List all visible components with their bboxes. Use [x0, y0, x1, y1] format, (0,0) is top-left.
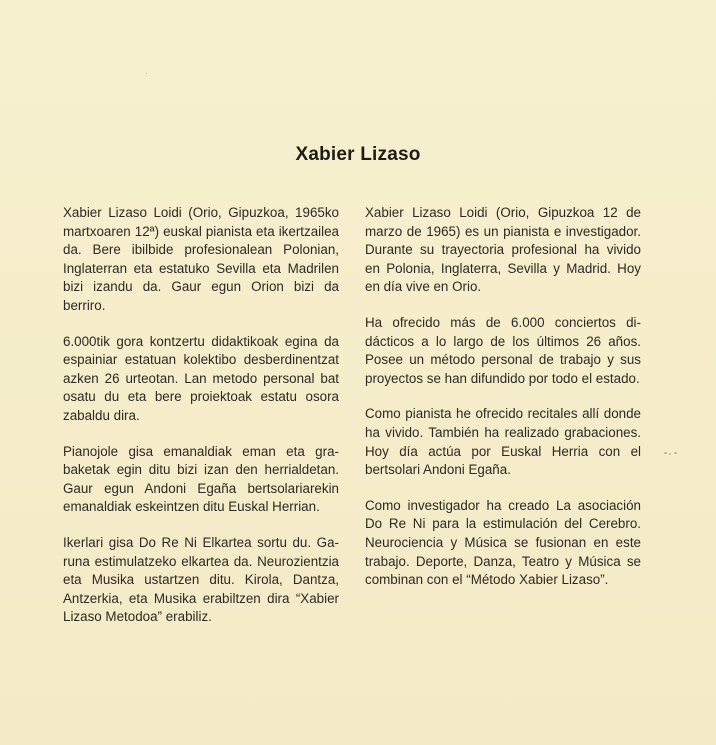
paper-speck — [664, 452, 667, 454]
spanish-paragraph-1: Xabier Lizaso Loidi (Orio, Gipuzkoa 12 de marzo de 1965) es un pianista e investigador. Durante su trayectoria profesional ha vivido en Polonia, Inglaterra, Sevilla y Madrid. Hoy en día vive en Orio. — [365, 205, 641, 295]
page-title: Xabier Lizaso — [295, 144, 421, 165]
basque-paragraph-4: Ikerlari gisa Do Re Ni Elkartea sortu du. Garuna estimulatzeko elkartea da. Neurozientzia eta Musika ustartzen ditu. Kirola, Dantza, Antzerkia, eta Musika erabiltzen dira “Xabier Lizaso Metodoa” erabiliz. — [63, 534, 339, 625]
spanish-paragraph-2: Ha ofrecido más de 6.000 conciertos didácticos a lo largo de los últimos 26 años. Posee un método personal de trabajo y sus proyectos se han difundido por todo el estado. — [365, 314, 641, 386]
basque-paragraph-2: 6.000tik gora kontzertu didaktikoak egina da espainiar estatuan kolektibo desberdinentzat azken 26 urteotan. Lan metodo personal bat osatu du eta bere proiektoak estatu osora zabaldu dira. — [63, 333, 339, 423]
paper-speck — [669, 453, 671, 455]
spanish-paragraph-3: Como pianista he ofrecido recitales allí donde ha vivido. También ha realizado grabaciones. Hoy día actúa por Euskal Herria con el bertsolari Andoni Egaña. — [365, 406, 641, 478]
paper-speck — [674, 452, 677, 454]
basque-paragraph-1: Xabier Lizaso Loidi (Orio, Gipuzkoa, 1965ko martxoaren 12ª) euskal pianista eta ikertzailea da. Bere ibilbide profesionalean Polonian, Inglaterran eta estatuko Sevilla eta Madrilen bizi izandu da. Gaur egun Orion bizi da berriro. — [63, 205, 339, 313]
basque-text-column — [63, 204, 339, 644]
basque-paragraph-3: Pianojole gisa emanaldiak eman eta grabaketak egin ditu bizi izan den herrialdetan. Gaur egun Andoni Egaña bertsolariarekin emanaldiak eskeintzen ditu Euskal Herrian. — [63, 443, 339, 515]
spanish-text-column — [365, 204, 641, 607]
spanish-paragraph-4: Como investigador ha creado La asociación Do Re Ni para la estimulación del Cerebro. Neurociencia y Música se fusionan en este trabajo. Deporte, Danza, Teatro y Música se combinan con el “Método Xabier Lizaso”. — [365, 497, 641, 588]
paper-speck — [146, 73, 147, 74]
